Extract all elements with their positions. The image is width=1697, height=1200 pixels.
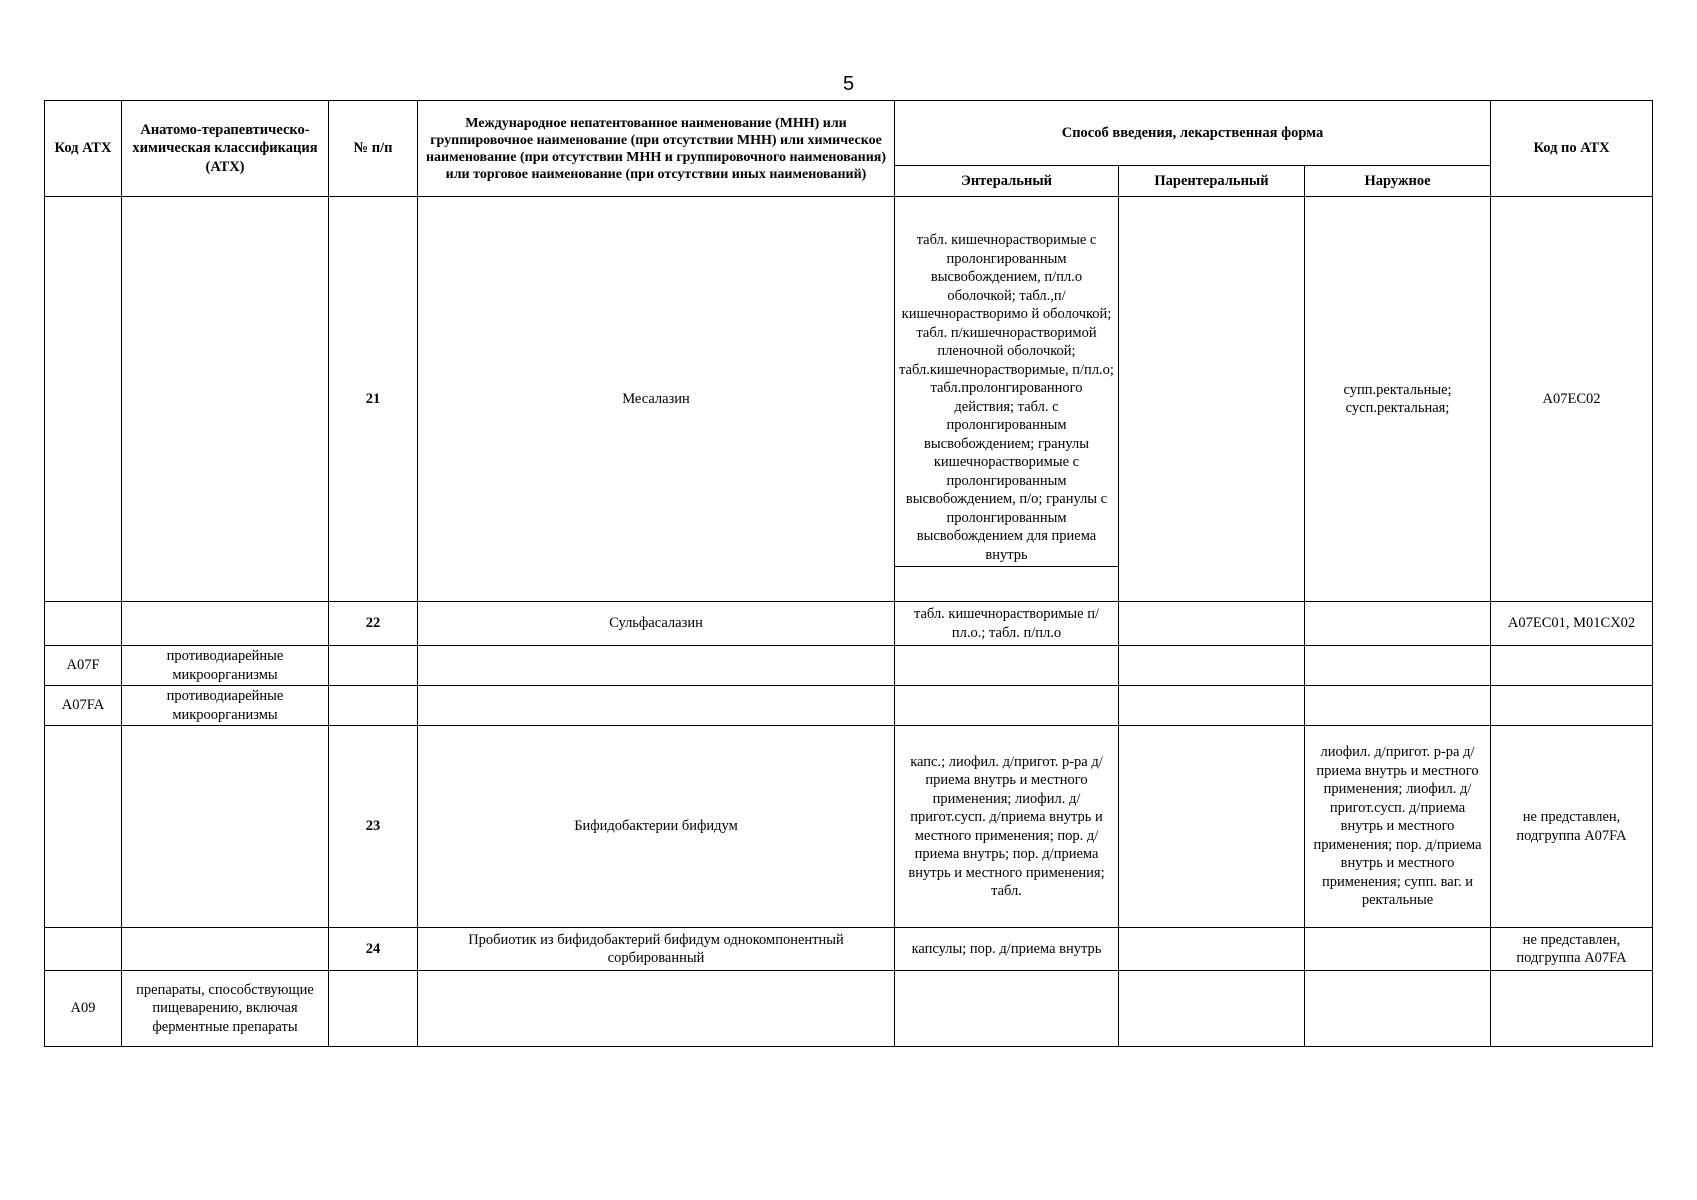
cell-external [1305,602,1491,646]
cell-class: противодиарейные микроорганизмы [122,646,329,686]
cell-atx: не представлен, подгруппа A07FA [1491,928,1653,971]
cell-code [45,197,122,602]
cell-class [122,928,329,971]
cell-code: A09 [45,971,122,1047]
cell-atx [1491,686,1653,726]
table-row [45,928,1653,971]
cell-parenteral [1119,928,1305,971]
cell-atx: не представлен, подгруппа A07FA [1491,726,1653,928]
header-atx-code: Код по АТХ [1491,101,1653,197]
cell-enteral-text: табл. кишечнорастворимые с пролонгированным высвобождением, п/пл.о оболочкой; табл.,п/кишечнорастворимо й оболочкой; табл. п/кишечнорастворимой пленочной оболочкой; табл.кишечнорастворимые, п/пл.о; табл.пролонгированного действия; табл. с пролонгированным высвобождением; гранулы кишечнорастворимые с пролонгированным высвобождением, п/о; гранулы с пролонгированным высвобождением для приема внутрь [895,231,1118,567]
cell-num [329,971,418,1047]
table-row [45,686,1653,726]
cell-enteral: табл. кишечнорастворимые п/пл.о.; табл. п/пл.о [895,602,1119,646]
table-row [45,197,1653,602]
cell-num [329,686,418,726]
cell-class [122,726,329,928]
cell-name: Месалазин [418,197,895,602]
cell-external [1305,686,1491,726]
cell-name [418,646,895,686]
page-number: 5 [842,73,855,95]
table-row [45,602,1653,646]
cell-name: Пробиотик из бифидобактерий бифидум однокомпонентный сорбированный [418,928,895,971]
cell-num: 21 [329,197,418,602]
cell-external [1305,971,1491,1047]
cell-num: 24 [329,928,418,971]
cell-enteral [895,686,1119,726]
cell-parenteral [1119,602,1305,646]
cell-code [45,602,122,646]
cell-name: Бифидобактерии бифидум [418,726,895,928]
cell-parenteral [1119,971,1305,1047]
cell-class: препараты, способствующие пищеварению, включая ферментные препараты [122,971,329,1047]
cell-external: супп.ректальные; сусп.ректальная; [1305,197,1491,602]
cell-name: Сульфасалазин [418,602,895,646]
cell-name [418,686,895,726]
cell-enteral [895,197,1119,602]
cell-enteral: капс.; лиофил. д/пригот. р-ра д/приема внутрь и местного применения; лиофил. д/пригот.сусп. д/приема внутрь и местного применения; пор. д/приема внутрь; пор. д/приема внутрь и местного применения; табл. [895,726,1119,928]
header-name: Международное непатентованное наименование (МНН) или группировочное наименование (при отсутствии МНН) или химическое наименование (при отсутствии МНН и группировочного наименования) или торговое наименование (при отсутствии иных наименований) [418,101,895,197]
cell-atx [1491,971,1653,1047]
cell-atx: A07EC02 [1491,197,1653,602]
cell-parenteral [1119,646,1305,686]
cell-enteral [895,646,1119,686]
cell-name [418,971,895,1047]
cell-enteral: капсулы; пор. д/приема внутрь [895,928,1119,971]
table-row [45,726,1653,928]
header-parenteral: Парентеральный [1119,166,1305,197]
cell-atx [1491,646,1653,686]
header-enteral: Энтеральный [895,166,1119,197]
atx-drug-table [44,100,1653,1047]
header-atx-class: Анатомо-терапевтическо-химическая классификация (АТХ) [122,101,329,197]
cell-code: A07FA [45,686,122,726]
cell-class: противодиарейные микроорганизмы [122,686,329,726]
header-num: № п/п [329,101,418,197]
cell-external: лиофил. д/пригот. р-ра д/приема внутрь и местного применения; лиофил. д/пригот.сусп. д/приема внутрь и местного применения; пор. д/приема внутрь и местного применения; супп. ваг. и ректальные [1305,726,1491,928]
header-route-group: Способ введения, лекарственная форма [895,101,1491,166]
cell-num: 22 [329,602,418,646]
cell-num: 23 [329,726,418,928]
cell-parenteral [1119,686,1305,726]
header-external: Наружное [1305,166,1491,197]
cell-code [45,726,122,928]
cell-external [1305,928,1491,971]
cell-code: A07F [45,646,122,686]
cell-num [329,646,418,686]
table-row [45,971,1653,1047]
cell-external [1305,646,1491,686]
cell-atx: A07EC01, M01CX02 [1491,602,1653,646]
cell-class [122,602,329,646]
cell-code [45,928,122,971]
cell-parenteral [1119,197,1305,602]
header-code-atx: Код АТХ [45,101,122,197]
cell-class [122,197,329,602]
cell-parenteral [1119,726,1305,928]
cell-enteral [895,971,1119,1047]
table-row [45,646,1653,686]
